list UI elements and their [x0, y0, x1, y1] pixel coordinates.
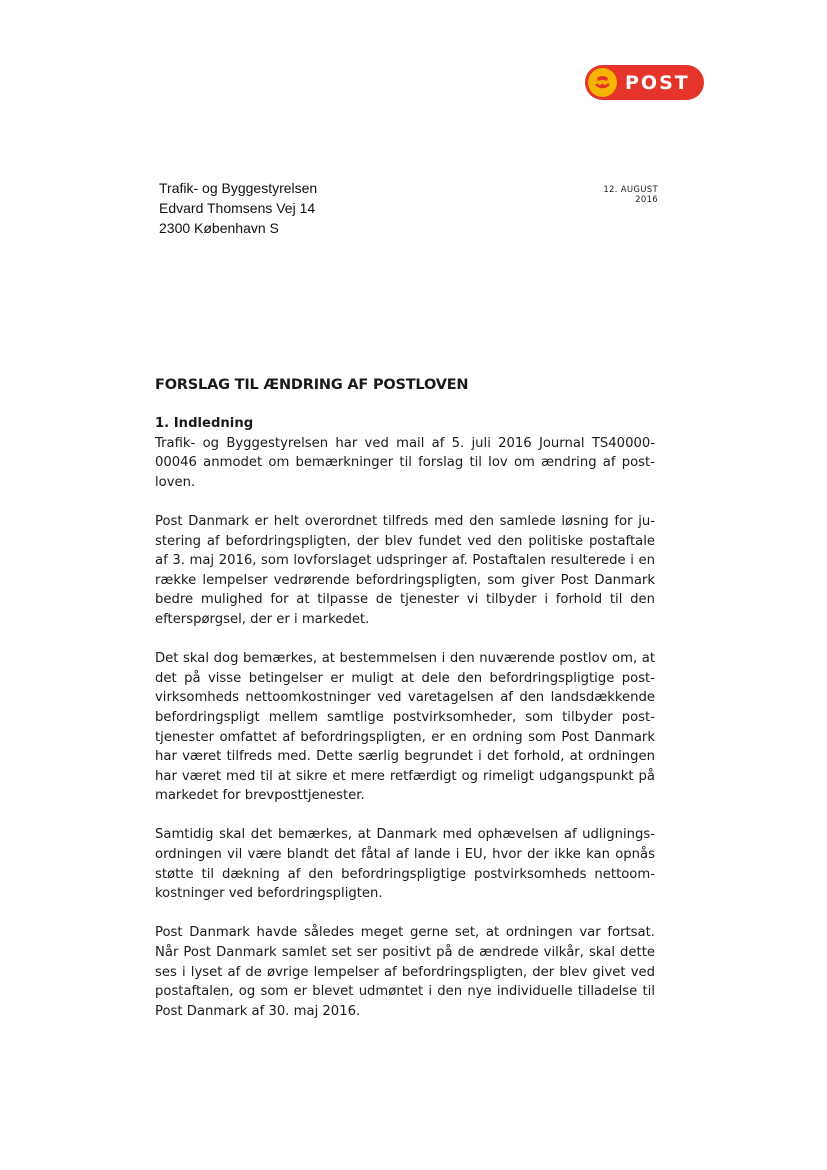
paragraph: Trafik- og Byggestyrelsen har ved mail af 5. juli 2016 Journal TS40000-00046 anmodet om bemærkninger til forslag til lov om ændring af postloven. — [155, 435, 655, 490]
post-logo — [585, 65, 704, 100]
recipient-city: 2300 København S — [159, 220, 279, 236]
section-heading: 1. Indledning — [155, 416, 254, 431]
paragraph: Post Danmark er helt overordnet tilfreds med den samlede løsning for justering af befordringspligten, der blev fundet ved den politiske postaftale af 3. maj 2016, som lovforslaget udspringer af. Postaftalen resulterede i en række lempelser vedrørende befordringspligten, som giver Post Danmark bedre mulighed for at tilpasse de tjenester vi tilbyder i forhold til den efterspørgsel, der er i markedet. — [155, 513, 655, 627]
paragraph: Post Danmark havde således meget gerne set, at ordningen var fortsat. Når Post Danmark samlet set ser positivt på de ændrede vilkår, skal dette ses i lyset af de øvrige lempelser af befordringspligten, der blev givet ved postaftalen, og som er blevet udmøntet i den nye individuelle tilladelse til Post Danmark af 30. maj 2016. — [155, 925, 655, 1019]
logo-text: POST — [625, 71, 690, 94]
recipient-address — [159, 178, 317, 238]
letter-body — [155, 414, 655, 1041]
letter-date: 12. AUGUST 2016 — [603, 185, 658, 205]
recipient-street: Edvard Thomsens Vej 14 — [159, 200, 316, 216]
document-title: FORSLAG TIL ÆNDRING AF POSTLOVEN — [155, 377, 469, 393]
paragraph: Samtidig skal det bemærkes, at Danmark med ophævelsen af udligningsordningen vil være blandt det fåtal af lande i EU, hvor der ikke kan opnås støtte til dækning af den befordringspligtige postvirksomheds nettoomkostninger ved befordringspligten. — [155, 827, 655, 902]
paragraph: Det skal dog bemærkes, at bestemmelsen i den nuværende postlov om, at det på visse betingelser er muligt at dele den befordringspligtige postvirksomheds nettoomkostninger ved varetagelsen af den landsdækkende befordringspligt mellem samtlige postvirksomheder, som tilbyder posttjenester omfattet af befordringspligten, er en ordning som Post Danmark har været tilfreds med. Dette særlig begrundet i det forhold, at ordningen har været med til at sikre et mere retfærdigt og rimeligt udgangspunkt på markedet for brevposttjenester. — [155, 651, 655, 804]
recipient-name: Trafik- og Byggestyrelsen — [159, 180, 318, 196]
post-horn-seal-icon — [588, 68, 617, 97]
